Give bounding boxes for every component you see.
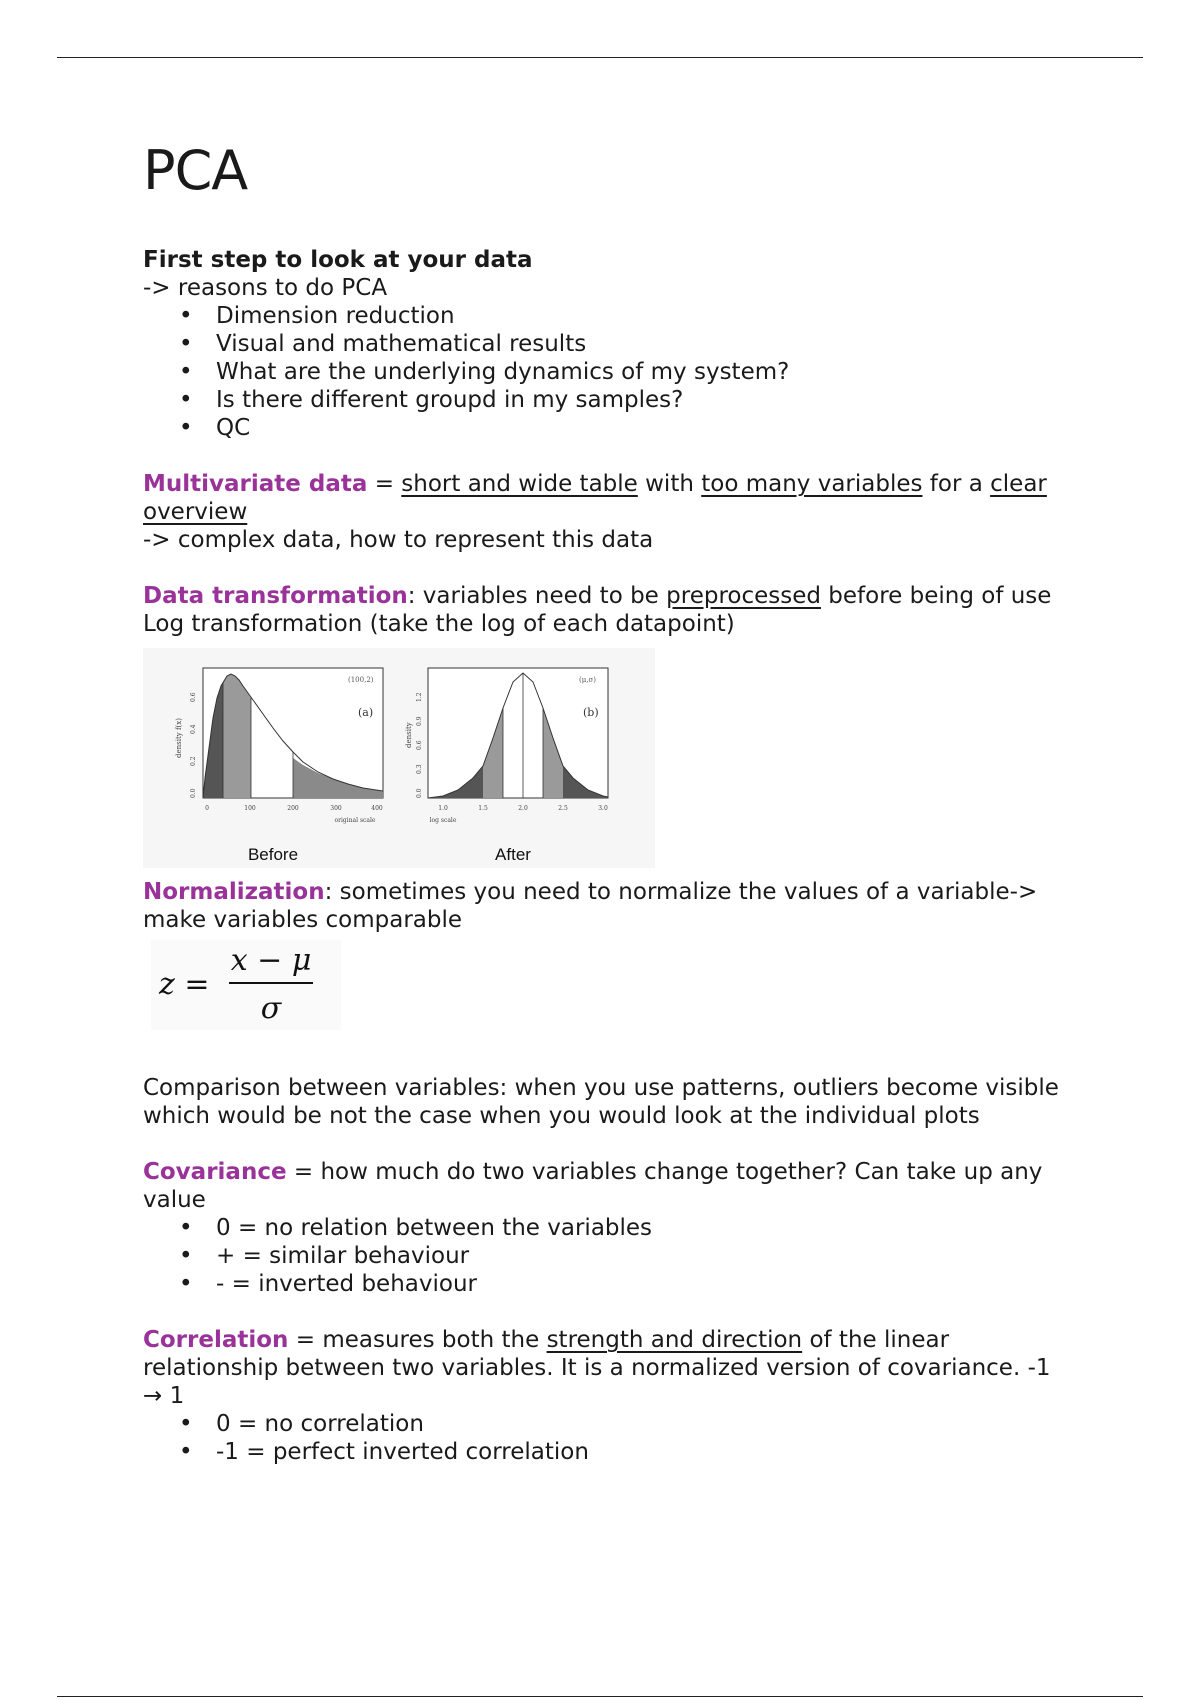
underlined-phrase: strength and direction (546, 1327, 803, 1353)
tick-label: 0.0 (416, 788, 423, 798)
text: = (367, 471, 402, 497)
tick-label: 1.5 (478, 805, 488, 812)
text: of the linear relationship between two variables. It is a normalized version of covariance. -1 → 1 (143, 1327, 1051, 1409)
tick-label: 400 (371, 805, 383, 812)
panel-tag: (a) (358, 706, 374, 719)
tick-label: 2.5 (558, 805, 568, 812)
correlation-list (143, 1410, 1073, 1466)
transform-line2: Log transformation (take the log of each datapoint) (143, 611, 735, 637)
covariance-paragraph (143, 1158, 1073, 1214)
reasons-list (143, 302, 1073, 442)
underlined-phrase: short and wide table (401, 471, 638, 497)
tick-label: 0.4 (190, 724, 197, 734)
normalization-paragraph (143, 878, 1073, 934)
page-content (143, 140, 1073, 1466)
multivariate-line2: -> complex data, how to represent this data (143, 527, 654, 553)
formula-numerator: x − μ (230, 943, 312, 978)
term-data-transformation: Data transformation (143, 583, 408, 609)
tick-label: 3.0 (598, 805, 608, 812)
text: before being of use (820, 583, 1052, 609)
tick-label: 200 (287, 805, 299, 812)
covariance-list (143, 1214, 1073, 1298)
list-item: • QC (143, 414, 1073, 442)
tick-label: 0.6 (190, 692, 197, 702)
tick-label: 100 (244, 805, 256, 812)
tick-label: 0 (205, 805, 209, 812)
z-score-formula (151, 940, 341, 1030)
bottom-rule (57, 1696, 1143, 1697)
panel-param: (100,2) (348, 676, 374, 684)
text: = measures both the (288, 1327, 547, 1353)
list-item: • Visual and mathematical results (143, 330, 1073, 358)
formula-denominator: σ (260, 991, 282, 1026)
text: with (637, 471, 702, 497)
y-axis-label: density (405, 722, 413, 748)
tick-label: 300 (330, 805, 342, 812)
underlined-phrase: too many variables (701, 471, 923, 497)
transform-paragraph (143, 582, 1073, 610)
y-axis-label: density f(x) (175, 718, 183, 758)
comparison-paragraph: Comparison between variables: when you use patterns, outliers become visible which would be not the case when you would look at the individual plots (143, 1075, 1059, 1129)
tick-label: 0.6 (416, 740, 423, 750)
panel-tag: (b) (583, 706, 599, 719)
list-item: • - = inverted behaviour (143, 1270, 1073, 1298)
tick-label: 0.2 (190, 756, 197, 766)
tick-label: 0.0 (190, 788, 197, 798)
section-heading: First step to look at your data (143, 247, 533, 273)
term-multivariate: Multivariate data (143, 471, 368, 497)
list-item: • + = similar behaviour (143, 1242, 1073, 1270)
list-item: • 0 = no correlation (143, 1410, 1073, 1438)
panel-param: (μ,σ) (579, 676, 597, 684)
term-normalization: Normalization (143, 879, 325, 905)
x-axis-label: log scale (429, 817, 457, 824)
top-rule (57, 57, 1143, 58)
list-item: • -1 = perfect inverted correlation (143, 1438, 1073, 1466)
formula-lhs: z = (159, 967, 210, 1002)
correlation-paragraph (143, 1326, 1073, 1410)
tick-label: 1.2 (416, 692, 423, 702)
list-item: • Is there different groupd in my samples? (143, 386, 1073, 414)
text: = how much do two variables change together? Can take up any value (143, 1159, 1043, 1213)
page-title: PCA (143, 139, 248, 202)
tick-label: 0.3 (416, 764, 423, 774)
tick-label: 2.0 (518, 805, 528, 812)
list-item: • What are the underlying dynamics of my system? (143, 358, 1073, 386)
list-item: • 0 = no relation between the variables (143, 1214, 1073, 1242)
term-correlation: Correlation (143, 1327, 289, 1353)
underlined-phrase: preprocessed (666, 583, 821, 609)
underlined-phrase: clear overview (143, 471, 1047, 525)
tick-label: 1.0 (438, 805, 448, 812)
term-covariance: Covariance (143, 1159, 287, 1185)
text: : variables need to be (407, 583, 667, 609)
list-item: • Dimension reduction (143, 302, 1073, 330)
x-axis-label: original scale (334, 817, 376, 824)
text: for a (922, 471, 991, 497)
intro-line: -> reasons to do PCA (143, 275, 388, 301)
tick-label: 0.9 (416, 716, 423, 726)
text: : sometimes you need to normalize the values of a variable-> make variables comparable (143, 879, 1038, 933)
multivariate-paragraph (143, 470, 1073, 526)
log-transform-figure (143, 648, 655, 868)
caption-after: After (495, 845, 531, 864)
caption-before: Before (247, 845, 299, 864)
